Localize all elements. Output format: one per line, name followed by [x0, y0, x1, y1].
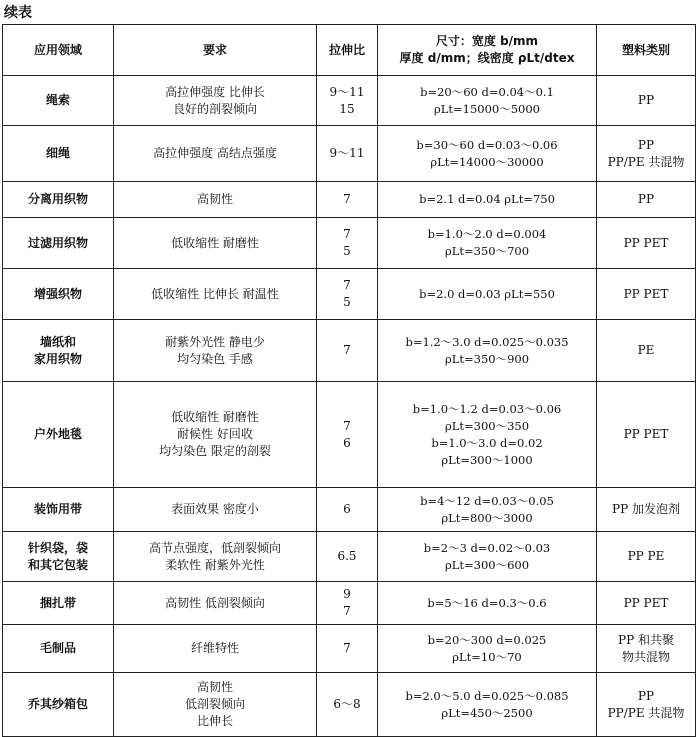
cell-draw-ratio-line: 7: [343, 343, 351, 357]
cell-dimension-line: ρLt=300～600: [444, 557, 530, 572]
table-row: [3, 126, 696, 182]
cell-dimension: [378, 182, 597, 218]
cell-field: [3, 532, 114, 582]
header-dimension: [378, 25, 597, 76]
cell-dimension: [378, 625, 597, 673]
cell-requirement: [114, 488, 317, 532]
cell-dimension: [378, 532, 597, 582]
table-row: [3, 320, 696, 382]
cell-field: [3, 269, 114, 320]
cell-requirement-line: 低收缩性 耐磨性: [171, 410, 259, 424]
cell-dimension-line: b=1.2～3.0 d=0.025～0.035: [405, 334, 569, 349]
cell-requirement: [114, 625, 317, 673]
cell-dimension-line: ρLt=450～2500: [441, 705, 533, 720]
cell-plastic-line: PP PE: [627, 549, 665, 563]
data-table: [2, 24, 696, 737]
cell-dimension-line: b=1.0～3.0 d=0.02: [431, 435, 543, 450]
cell-requirement-line: 柔软性 耐紫外光性: [165, 557, 265, 572]
header-dimension-line-1: 尺寸：宽度 b/mm: [435, 34, 539, 48]
cell-draw-ratio: [317, 320, 378, 382]
cell-draw-ratio: [317, 488, 378, 532]
cell-requirement-line: 低收缩性 耐磨性: [171, 235, 259, 250]
cell-field-line: 乔其纱箱包: [27, 697, 88, 711]
cell-requirement-line: 纤维特性: [190, 641, 239, 655]
cell-dimension-line: ρLt=300～1000: [441, 452, 533, 467]
cell-plastic: [597, 76, 696, 126]
header-row: [3, 25, 696, 76]
cell-field-line: 捆扎带: [39, 595, 76, 610]
cell-field-line: 装饰用带: [33, 502, 82, 516]
cell-plastic-line: PP 和共聚: [618, 632, 674, 647]
table-caption: 续表: [4, 5, 32, 21]
header-field: 应用领域: [3, 25, 114, 76]
cell-plastic: [597, 673, 696, 737]
cell-requirement: [114, 382, 317, 488]
cell-plastic: [597, 182, 696, 218]
cell-field: [3, 488, 114, 532]
cell-dimension: [378, 218, 597, 269]
cell-requirement-line: 高节点强度，低剖裂倾向: [148, 540, 281, 555]
cell-requirement-line: 高拉伸强度 高结点强度: [153, 146, 277, 160]
cell-field-line: 增强织物: [33, 286, 82, 301]
table-row: [3, 269, 696, 320]
cell-dimension-line: b=5～16 d=0.3～0.6: [427, 595, 547, 610]
cell-field: [3, 625, 114, 673]
cell-draw-ratio: [317, 182, 378, 218]
table-row: [3, 182, 696, 218]
cell-plastic: [597, 269, 696, 320]
cell-draw-ratio-line: 7: [343, 192, 351, 206]
cell-draw-ratio-line: 7: [343, 604, 351, 618]
cell-dimension-line: b=4～12 d=0.03～0.05: [420, 493, 554, 508]
cell-plastic-line: PP PET: [623, 235, 669, 250]
table-row: [3, 673, 696, 737]
cell-dimension: [378, 382, 597, 488]
table-row: [3, 382, 696, 488]
cell-dimension-line: b=30～60 d=0.03～0.06: [416, 137, 558, 152]
cell-requirement: [114, 182, 317, 218]
cell-dimension-line: b=20～300 d=0.025: [427, 632, 547, 647]
table-row: [3, 532, 696, 582]
cell-draw-ratio: [317, 582, 378, 625]
cell-requirement-line: 表面效果 密度小: [171, 502, 259, 516]
table-row: [3, 582, 696, 625]
header-dimension-line-2: 厚度 d/mm；线密度 ρLt/dtex: [399, 51, 575, 65]
cell-requirement-line: 良好的剖裂倾向: [172, 101, 257, 116]
cell-draw-ratio-line: 7: [343, 418, 351, 433]
cell-field-line: 过滤用织物: [27, 235, 88, 250]
cell-draw-ratio: [317, 673, 378, 737]
cell-plastic: [597, 320, 696, 382]
cell-field: [3, 182, 114, 218]
cell-plastic: [597, 382, 696, 488]
cell-field-line: 和其它包装: [27, 557, 88, 572]
cell-requirement-line: 高韧性: [196, 680, 233, 694]
cell-requirement-line: 高韧性 低剖裂倾向: [165, 595, 265, 610]
cell-field-line: 户外地毯: [33, 427, 82, 441]
header-draw-ratio: 拉伸比: [317, 25, 378, 76]
cell-draw-ratio-line: 15: [339, 101, 355, 116]
cell-plastic-line: PP PET: [623, 595, 669, 610]
cell-requirement-line: 低剖裂倾向: [184, 697, 245, 711]
cell-plastic-line: PP PET: [623, 427, 669, 441]
cell-draw-ratio-line: 6: [343, 435, 351, 450]
table-row: [3, 76, 696, 126]
cell-dimension-line: b=2.1 d=0.04 ρLt=750: [419, 192, 555, 206]
cell-plastic: [597, 218, 696, 269]
cell-draw-ratio-line: 5: [343, 295, 351, 309]
cell-dimension: [378, 673, 597, 737]
cell-draw-ratio-line: 6: [343, 502, 351, 516]
cell-requirement: [114, 269, 317, 320]
cell-dimension-line: b=2.0 d=0.03 ρLt=550: [419, 286, 555, 301]
header-requirement: 要求: [114, 25, 317, 76]
table-row: [3, 218, 696, 269]
cell-dimension: [378, 76, 597, 126]
cell-plastic: [597, 625, 696, 673]
cell-requirement: [114, 673, 317, 737]
cell-plastic: [597, 126, 696, 182]
cell-requirement: [114, 532, 317, 582]
cell-draw-ratio: [317, 269, 378, 320]
cell-dimension-line: b=2～3 d=0.02～0.03: [423, 540, 551, 555]
cell-plastic-line: PE: [637, 343, 655, 357]
cell-plastic-line: PP/PE 共混物: [607, 154, 685, 169]
cell-draw-ratio-line: 5: [343, 244, 351, 258]
cell-dimension-line: b=2.0～5.0 d=0.025～0.085: [405, 688, 569, 703]
cell-field: [3, 582, 114, 625]
cell-plastic: [597, 488, 696, 532]
cell-draw-ratio-line: 9～11: [329, 146, 365, 160]
cell-dimension-line: ρLt=10～70: [452, 649, 522, 664]
cell-requirement-line: 均匀染色 限定的剖裂: [159, 444, 271, 458]
cell-draw-ratio: [317, 76, 378, 126]
header-plastic: 塑料类别: [597, 25, 696, 76]
cell-draw-ratio-line: 7: [343, 227, 351, 241]
cell-requirement-line: 高韧性: [196, 192, 233, 206]
cell-plastic-line: PP PET: [623, 286, 669, 301]
cell-dimension-line: ρLt=350～900: [444, 351, 530, 366]
cell-requirement-line: 耐候性 好回收: [177, 427, 253, 441]
cell-draw-ratio: [317, 126, 378, 182]
cell-draw-ratio-line: 6.5: [337, 549, 357, 563]
cell-field: [3, 218, 114, 269]
cell-requirement: [114, 218, 317, 269]
cell-requirement-line: 均匀染色 手感: [177, 351, 253, 366]
cell-field-line: 细绳: [45, 146, 70, 160]
cell-plastic-line: PP 加发泡剂: [612, 502, 680, 516]
cell-field-line: 绳索: [45, 93, 70, 107]
cell-field: [3, 76, 114, 126]
cell-draw-ratio-line: 7: [343, 641, 351, 655]
cell-plastic-line: PP/PE 共混物: [607, 705, 685, 720]
cell-plastic-line: PP: [637, 137, 655, 152]
cell-field-line: 家用织物: [33, 351, 82, 366]
cell-dimension-line: b=1.0～2.0 d=0.004: [427, 227, 547, 241]
cell-plastic-line: PP: [637, 688, 655, 703]
cell-plastic-line: PP: [637, 192, 655, 206]
cell-draw-ratio: [317, 218, 378, 269]
cell-field: [3, 320, 114, 382]
cell-dimension: [378, 269, 597, 320]
cell-dimension: [378, 320, 597, 382]
cell-field-line: 针织袋，袋: [27, 540, 88, 555]
cell-field-line: 分离用织物: [27, 192, 88, 206]
cell-field: [3, 126, 114, 182]
cell-dimension-line: ρLt=14000～30000: [430, 154, 544, 169]
cell-plastic: [597, 582, 696, 625]
cell-dimension-line: b=1.0～1.2 d=0.03～0.06: [412, 401, 562, 416]
cell-draw-ratio-line: 9: [343, 587, 351, 601]
cell-requirement-line: 比伸长: [196, 714, 233, 728]
cell-requirement: [114, 126, 317, 182]
cell-field-line: 墙纸和: [39, 334, 76, 349]
cell-plastic-line: 物共混物: [621, 649, 670, 664]
cell-draw-ratio-line: 9～11: [329, 84, 365, 99]
cell-dimension-line: ρLt=350～700: [444, 244, 530, 258]
cell-dimension-line: b=20～60 d=0.04～0.1: [420, 84, 554, 99]
cell-dimension-line: ρLt=300～350: [444, 418, 530, 433]
cell-dimension-line: ρLt=800～3000: [441, 510, 533, 525]
cell-requirement: [114, 76, 317, 126]
cell-field: [3, 382, 114, 488]
cell-dimension: [378, 126, 597, 182]
cell-field: [3, 673, 114, 737]
cell-draw-ratio-line: 7: [343, 278, 351, 292]
cell-requirement-line: 耐紫外光性 静电少: [165, 334, 265, 349]
cell-plastic: [597, 532, 696, 582]
cell-requirement-line: 低收缩性 比伸长 耐温性: [151, 286, 279, 301]
cell-requirement: [114, 320, 317, 382]
cell-field-line: 毛制品: [39, 641, 76, 655]
cell-plastic-line: PP: [637, 93, 655, 107]
cell-draw-ratio: [317, 532, 378, 582]
cell-draw-ratio: [317, 382, 378, 488]
cell-dimension: [378, 582, 597, 625]
cell-draw-ratio-line: 6～8: [333, 697, 361, 711]
cell-dimension: [378, 488, 597, 532]
table-row: [3, 625, 696, 673]
table-row: [3, 488, 696, 532]
cell-requirement-line: 高拉伸强度 比伸长: [165, 84, 265, 99]
cell-requirement: [114, 582, 317, 625]
cell-dimension-line: ρLt=15000～5000: [433, 101, 540, 116]
cell-draw-ratio: [317, 625, 378, 673]
